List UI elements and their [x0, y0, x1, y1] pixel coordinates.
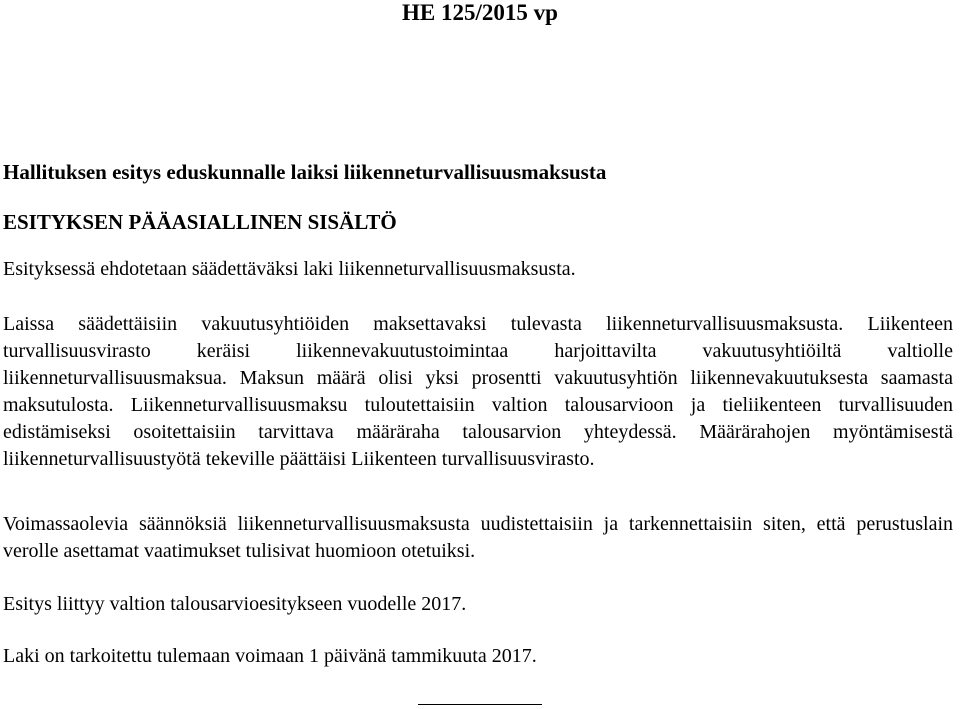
- paragraph: Laissa säädettäisiin vakuutusyhtiöiden maksettavaksi tulevasta liikenneturvallisuusmaksusta. Liikenteen turvallisuusvirasto keräisi liikennevakuutustoimintaa harjoittavilta vakuutusyhtiöiltä valtiolle liikenneturvallisuusmaksua. Maksun määrä olisi yksi prosentti vakuutusyhtiön liikennevakuutuksesta saamasta maksutulosta. Liikenneturvallisuusmaksu tuloutettaisiin valtion talousarvioon ja tieliikenteen turvallisuuden edistämiseksi osoitettaisiin tarvittava määräraha talousarvion yhteydessä. Määrärahojen myöntämisestä liikenneturvallisuustyötä tekeville päättäisi Liikenteen turvallisuusvirasto.: [3, 313, 953, 470]
- end-divider: [418, 704, 542, 705]
- paragraph: Laki on tarkoitettu tulemaan voimaan 1 päivänä tammikuuta 2017.: [3, 645, 537, 667]
- paragraph: Voimassaolevia säännöksiä liikenneturvallisuusmaksusta uudistettaisiin ja tarkennettaisiin siten, että perustuslain verolle asettamat vaatimukset tulisivat huomioon otetuiksi.: [3, 513, 953, 562]
- section-heading: ESITYKSEN PÄÄASIALLINEN SISÄLTÖ: [3, 210, 397, 234]
- document-title: Hallituksen esitys eduskunnalle laiksi liikenneturvallisuusmaksusta: [3, 160, 607, 184]
- paragraph: Esitys liittyy valtion talousarvioesitykseen vuodelle 2017.: [3, 593, 467, 615]
- document-id: HE 125/2015 vp: [402, 0, 558, 25]
- paragraph: Esityksessä ehdotetaan säädettäväksi laki liikenneturvallisuusmaksusta.: [3, 258, 576, 280]
